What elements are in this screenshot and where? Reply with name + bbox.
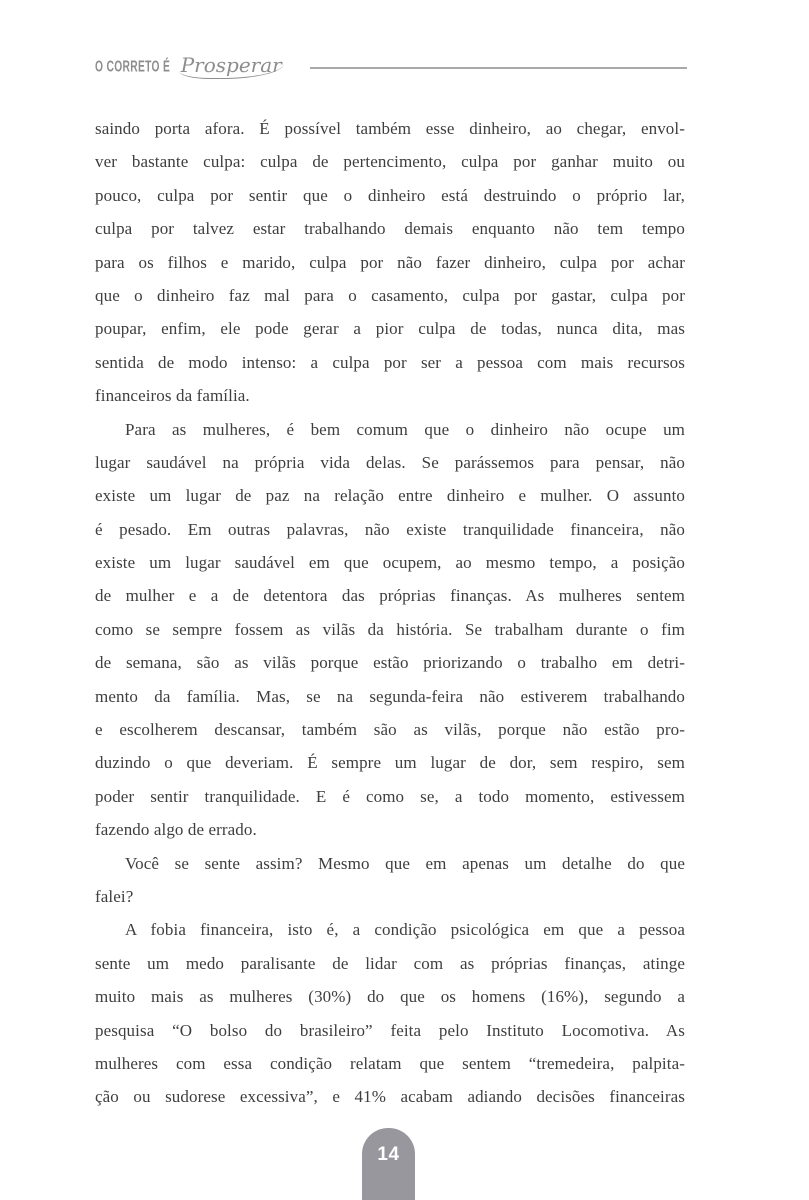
page-number: 14 <box>377 1144 400 1165</box>
text-line: mento da família. Mas, se na segunda-feira não estiverem trabalhando <box>95 686 685 706</box>
text-line: lugar saudável na própria vida delas. Se parássemos para pensar, não <box>95 452 685 472</box>
text-line: e escolherem descansar, também são as vilãs, porque não estão pro- <box>95 720 685 740</box>
text-line: muito mais as mulheres (30%) do que os homens (16%), segundo a <box>95 987 685 1007</box>
text-line: A fobia financeira, isto é, a condição psicológica em que a pessoa <box>125 920 685 940</box>
brand-prefix: O CORRETO É <box>95 57 171 75</box>
text-line: Para as mulheres, é bem comum que o dinheiro não ocupe um <box>125 419 685 439</box>
text-line: existe um lugar saudável em que ocupem, ao mesmo tempo, a posição <box>95 553 685 573</box>
text-line: mulheres com essa condição relatam que sentem “tremedeira, palpita- <box>95 1053 685 1073</box>
header-rule <box>310 67 687 69</box>
text-line: culpa por talvez estar trabalhando demais enquanto não tem tempo <box>95 219 685 239</box>
text-line: financeiros da família. <box>95 386 250 406</box>
text-line: ver bastante culpa: culpa de pertencimento, culpa por ganhar muito ou <box>95 152 685 172</box>
text-line: que o dinheiro faz mal para o casamento, culpa por gastar, culpa por <box>95 285 685 305</box>
page-header <box>95 50 687 82</box>
text-line: para os filhos e marido, culpa por não fazer dinheiro, culpa por achar <box>95 252 685 272</box>
brand-script-name: Prosperar <box>180 53 282 77</box>
text-line: falei? <box>95 886 134 906</box>
page-number-tab <box>362 1128 415 1200</box>
text-line: fazendo algo de errado. <box>95 820 257 840</box>
body-text <box>95 112 685 1114</box>
text-line: pesquisa “O bolso do brasileiro” feita pelo Instituto Locomotiva. As <box>95 1020 685 1040</box>
text-line: poder sentir tranquilidade. E é como se, a todo momento, estivessem <box>95 786 685 806</box>
text-line: pouco, culpa por sentir que o dinheiro está destruindo o próprio lar, <box>95 185 685 205</box>
text-line: saindo porta afora. É possível também esse dinheiro, ao chegar, envol- <box>95 119 685 138</box>
text-line: ção ou sudorese excessiva”, e 41% acabam adiando decisões financeiras <box>95 1087 685 1107</box>
brand-logo <box>95 53 284 79</box>
text-line: sente um medo paralisante de lidar com as próprias finanças, atinge <box>95 953 685 973</box>
text-line: de semana, são as vilãs porque estão priorizando o trabalho em detri- <box>95 653 685 673</box>
text-line: é pesado. Em outras palavras, não existe tranquilidade financeira, não <box>95 519 685 539</box>
text-line: duzindo o que deveriam. É sempre um lugar de dor, sem respiro, sem <box>95 753 685 773</box>
text-line: sentida de modo intenso: a culpa por ser a pessoa com mais recursos <box>95 352 685 372</box>
text-line: existe um lugar de paz na relação entre dinheiro e mulher. O assunto <box>95 486 685 506</box>
text-line: como se sempre fossem as vilãs da história. Se trabalham durante o fim <box>95 619 685 639</box>
text-line: de mulher e a de detentora das próprias finanças. As mulheres sentem <box>95 586 685 606</box>
text-line: Você se sente assim? Mesmo que em apenas um detalhe do que <box>125 853 685 873</box>
text-line: poupar, enfim, ele pode gerar a pior culpa de todas, nunca dita, mas <box>95 319 685 339</box>
